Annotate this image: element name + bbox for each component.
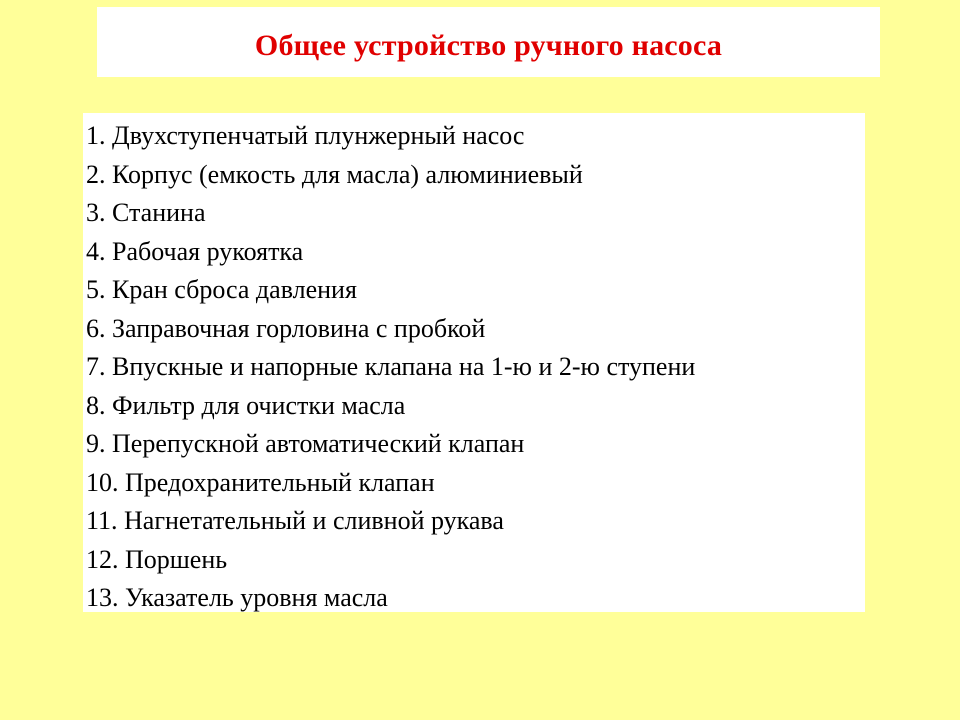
list-item: 12. Поршень bbox=[86, 544, 228, 574]
list-item: 5. Кран сброса давления bbox=[86, 275, 357, 304]
list-item: 7. Впускные и напорные клапана на 1-ю и 2-ю ступени bbox=[86, 352, 696, 381]
list-item: 8. Фильтр для очистки масла bbox=[86, 390, 406, 420]
list-item: 13. Указатель уровня масла bbox=[86, 583, 388, 612]
list-item: 3. Станина bbox=[86, 198, 206, 227]
list-item: 6. Заправочная горловина с пробкой bbox=[86, 313, 486, 343]
slide-title: Общее устройство ручного насоса bbox=[254, 29, 723, 62]
component-list bbox=[86, 117, 865, 618]
list-item: 11. Нагнетательный и сливной рукава bbox=[86, 506, 504, 535]
list-item: 9. Перепускной автоматический клапан bbox=[86, 429, 525, 458]
title-panel bbox=[97, 7, 880, 77]
list-item: 4. Рабочая рукоятка bbox=[86, 236, 304, 266]
list-item: 2. Корпус (емкость для масла) алюминиевый bbox=[86, 159, 583, 189]
list-item: 10. Предохранительный клапан bbox=[86, 467, 435, 497]
list-item: 1. Двухступенчатый плунжерный насос bbox=[86, 121, 525, 150]
component-list-panel bbox=[83, 113, 865, 612]
